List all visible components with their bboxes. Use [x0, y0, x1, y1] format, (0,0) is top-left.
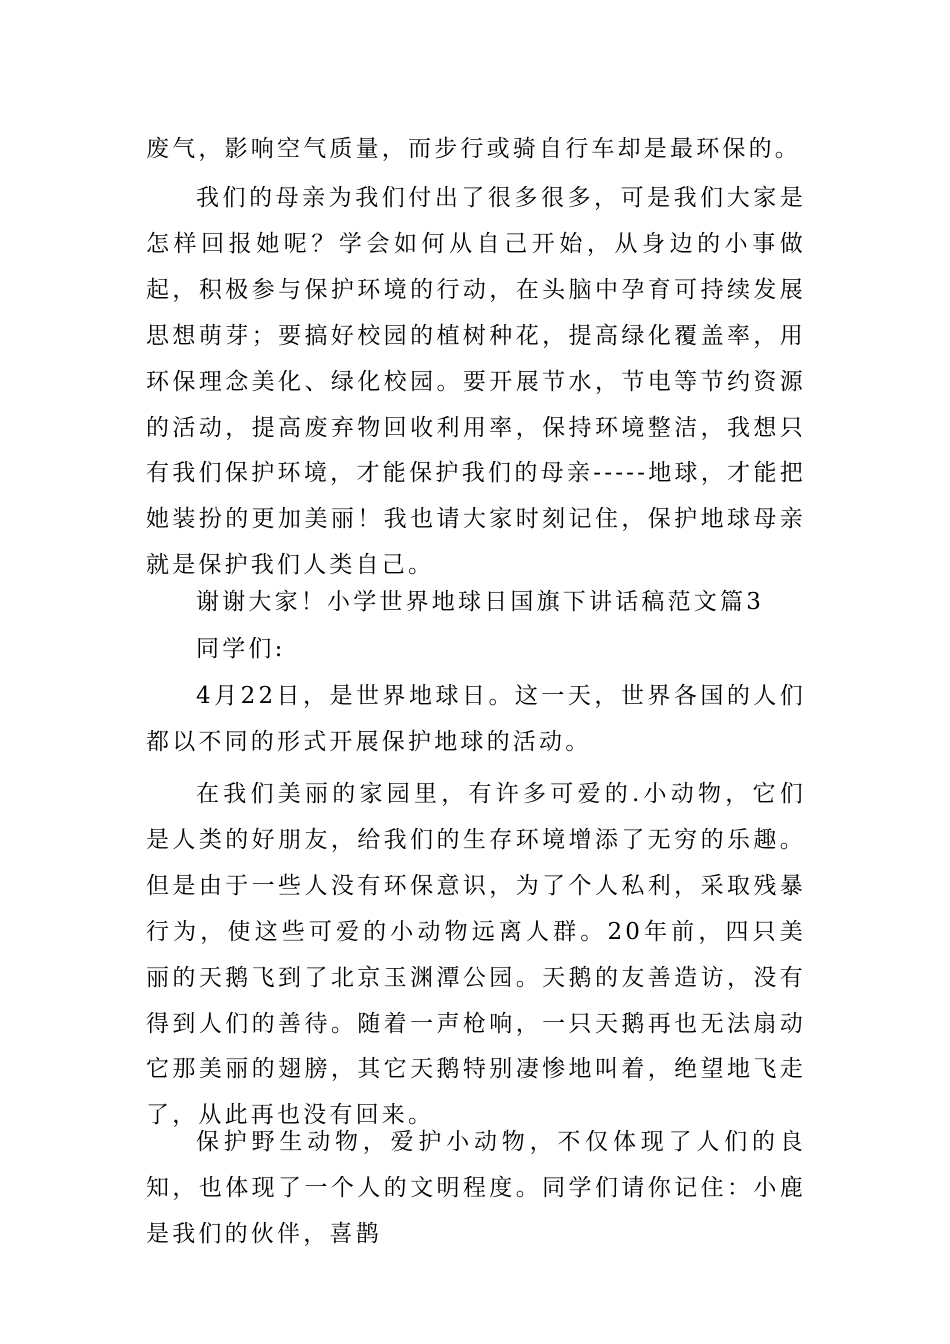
paragraph-mother-earth: 我们的母亲为我们付出了很多很多，可是我们大家是怎样回报她呢？学会如何从自己开始，从身边的小事做起，积极参与保护环境的行动，在头脑中孕育可持续发展思想萌芽；要搞好校园的植树种花，提高绿化覆盖率，用环保理念美化、绿化校园。要开展节水，节电等节约资源的活动，提高废弃物回收利用率，保持环境整洁，我想只有我们保护环境，才能保护我们的母亲-----地球，才能把她装扮的更加美丽！我也请大家时刻记住，保护地球母亲就是保护我们人类自己。 — [146, 185, 806, 579]
paragraph-continuation: 废气，影响空气质量，而步行或骑自行车却是最环保的。 — [146, 136, 801, 162]
paragraph-swans-story: 在我们美丽的家园里，有许多可爱的.小动物，它们是人类的好朋友，给我们的生存环境增添了无穷的乐趣。但是由于一些人没有环保意识，为了个人私利，采取残暴行为，使这些可爱的小动物远离人群。20年前，四只美丽的天鹅飞到了北京玉渊潭公园。天鹅的友善造访，没有得到人们的善待。随着一声枪响，一只天鹅再也无法扇动它那美丽的翅膀，其它天鹅特别凄惨地叫着，绝望地飞走了，从此再也没有回来。 — [146, 781, 806, 1129]
paragraph-protect-wildlife: 保护野生动物，爱护小动物，不仅体现了人们的良知，也体现了一个人的文明程度。同学们请你记住：小鹿是我们的伙伴，喜鹊 — [146, 1129, 806, 1247]
paragraph-thanks-and-title: 谢谢大家！小学世界地球日国旗下讲话稿范文篇3 — [196, 589, 765, 615]
paragraph-earth-day: 4月22日，是世界地球日。这一天，世界各国的人们都以不同的形式开展保护地球的活动。 — [146, 683, 806, 755]
paragraph-greeting: 同学们: — [196, 636, 286, 662]
